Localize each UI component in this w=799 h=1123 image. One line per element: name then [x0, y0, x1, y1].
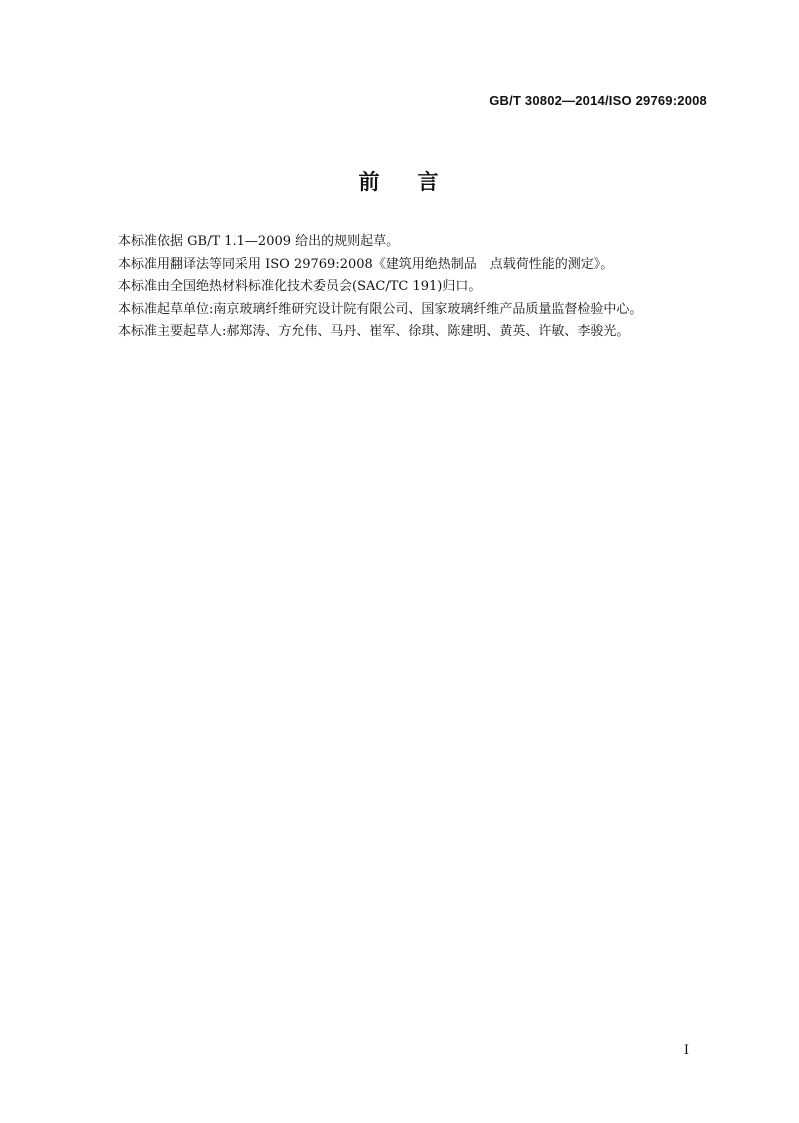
paragraph-drafters: 本标准主要起草人:郝郑涛、方允伟、马丹、崔军、徐琪、陈建明、黄英、许敏、李骏光。 [118, 324, 630, 339]
foreword-body [118, 231, 718, 344]
paragraph-committee: 本标准由全国绝热材料标准化技术委员会(SAC/TC 191)归口。 [118, 279, 482, 294]
paragraph-adoption: 本标准用翻译法等同采用 ISO 29769:2008《建筑用绝热制品 点载荷性能的测定》。 [118, 256, 614, 272]
paragraph-drafting-units: 本标准起草单位:南京玻璃纤维研究设计院有限公司、国家玻璃纤维产品质量监督检验中心。 [118, 301, 643, 317]
title-char-2: 言 [417, 170, 441, 194]
title-char-1: 前 [358, 170, 382, 194]
paragraph-drafting-rules: 本标准依据 GB/T 1.1—2009 给出的规则起草。 [118, 234, 400, 249]
standard-code: GB/T 30802—2014/ISO 29769:2008 [489, 93, 707, 108]
page-number: I [683, 1043, 689, 1058]
page-title [0, 166, 799, 196]
